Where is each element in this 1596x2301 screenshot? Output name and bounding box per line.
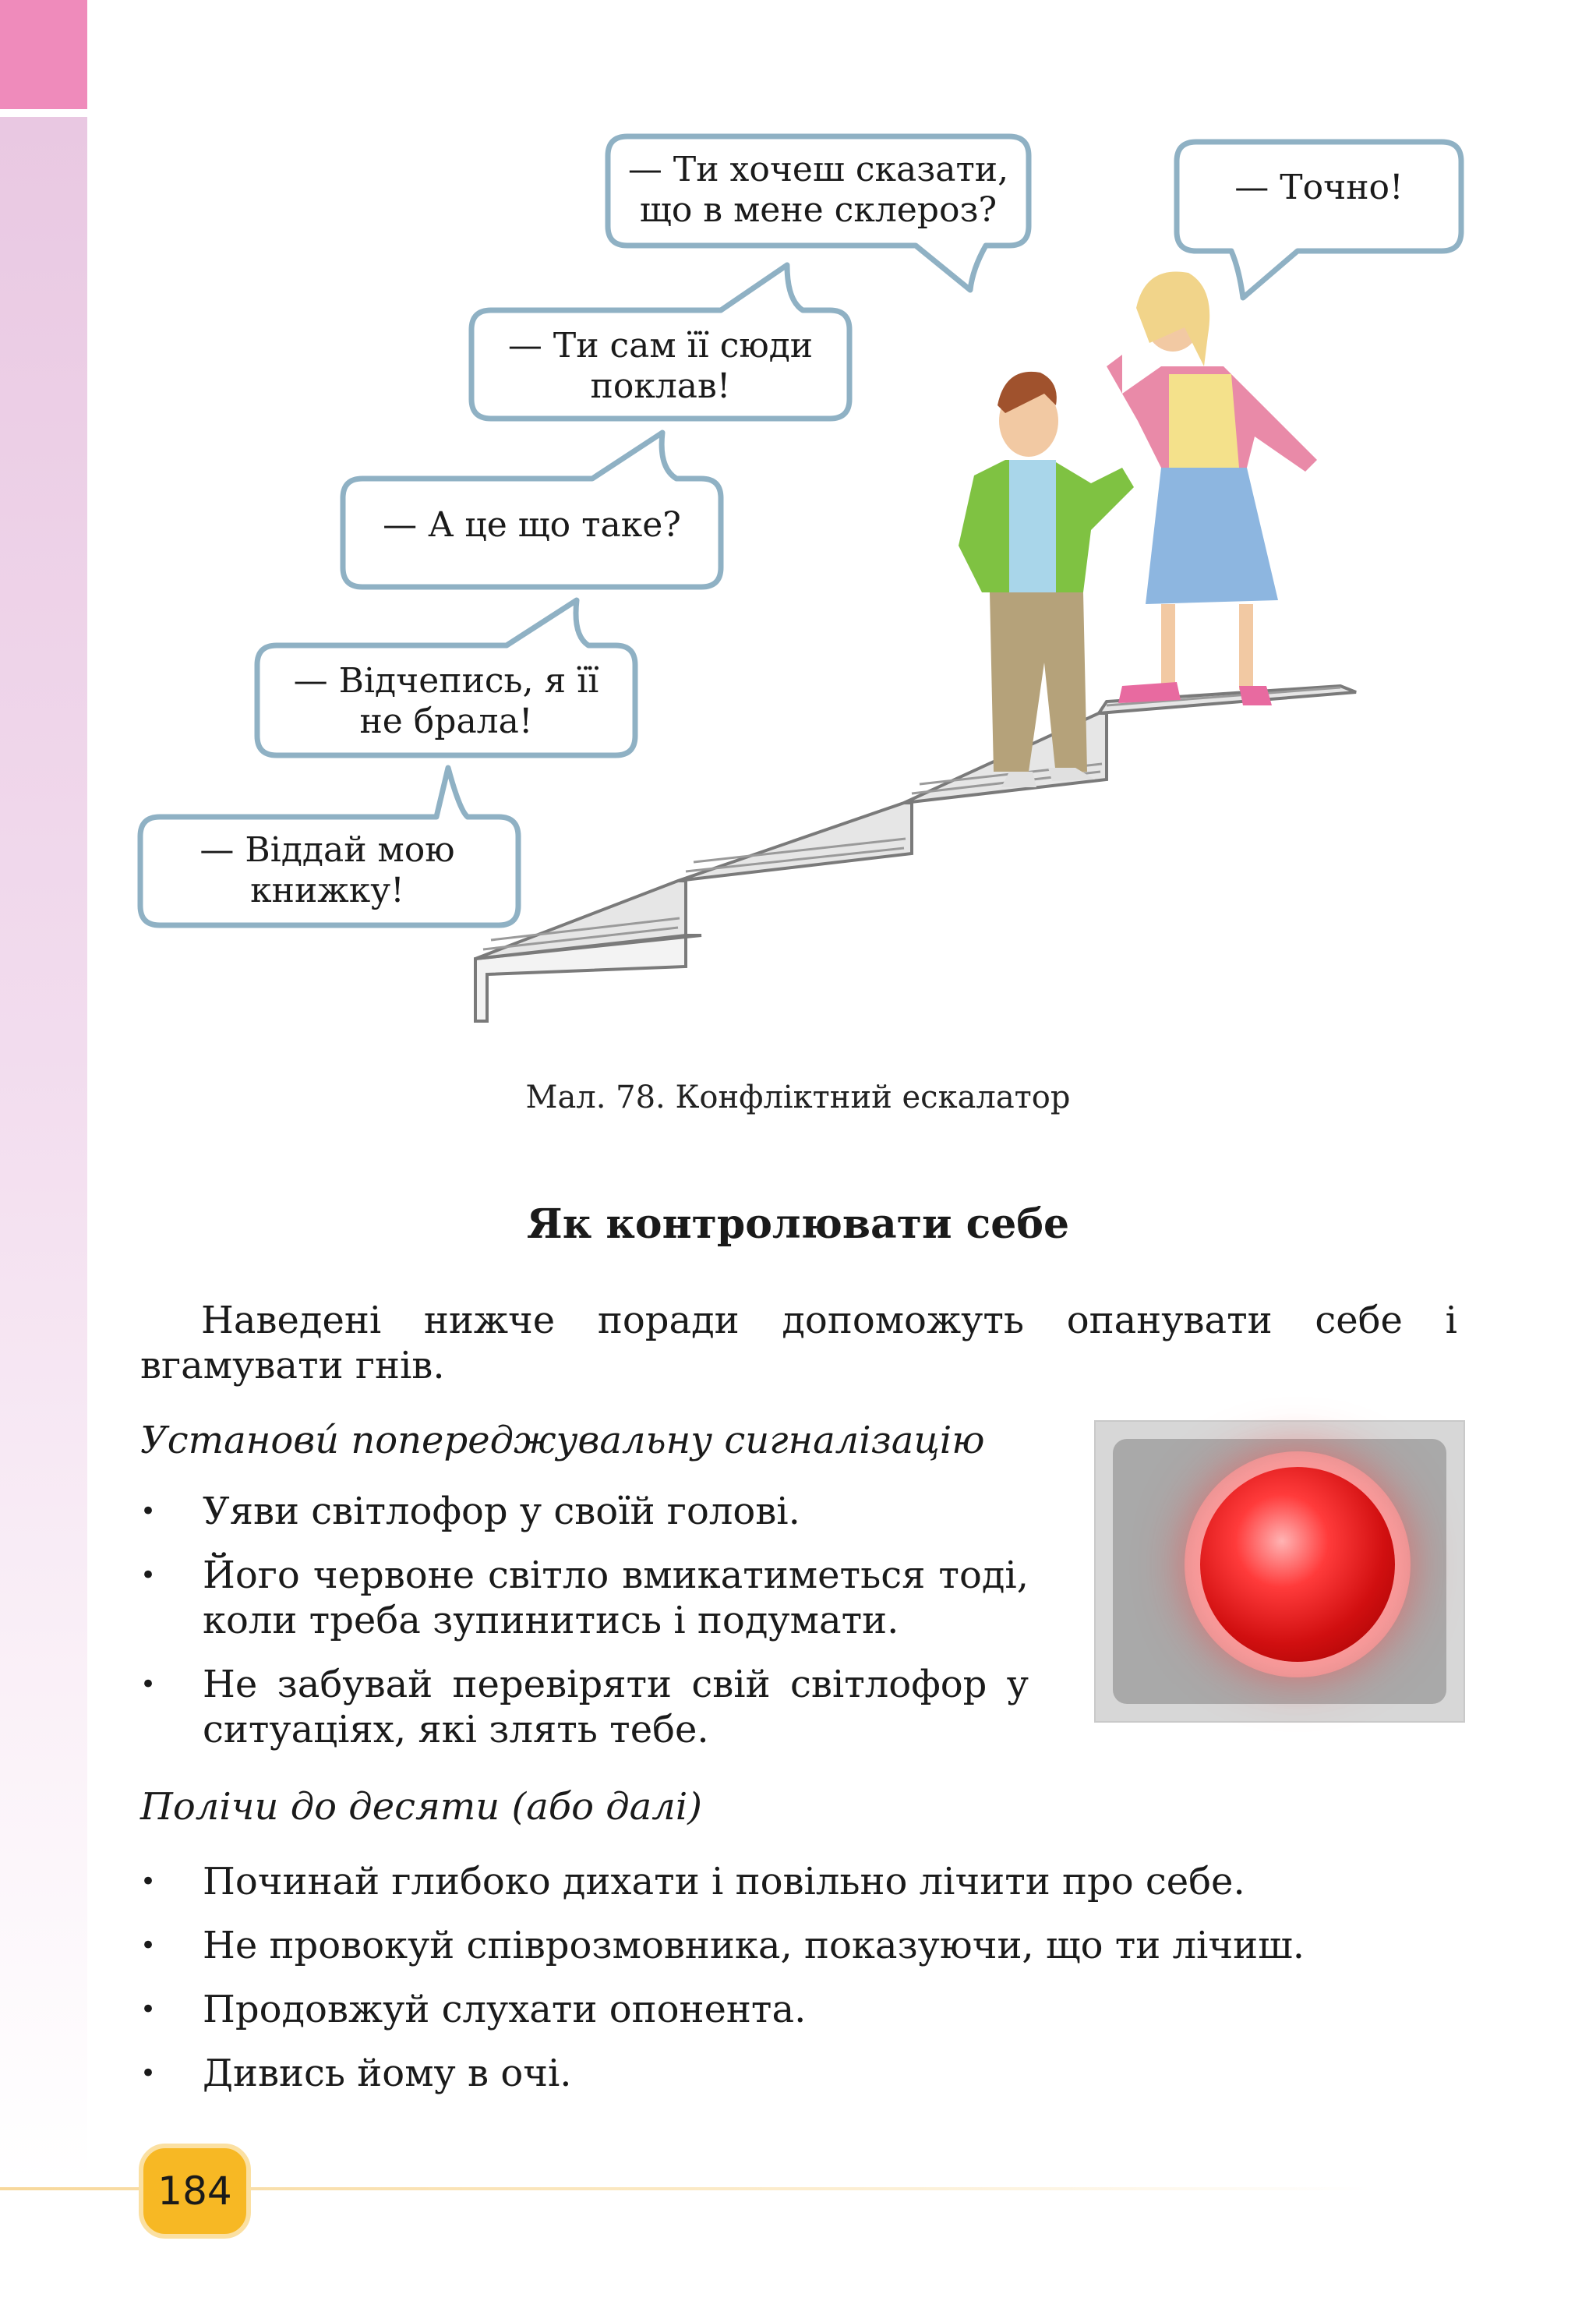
bubble-text-3: — А це що таке? <box>383 505 681 545</box>
figure-caption: Мал. 78. Конфліктний ескалатор <box>525 1080 1071 1115</box>
list-item: • Починай глибоко дихати і повільно лічити про себе. <box>140 1860 1245 1903</box>
red-light-image <box>1094 1420 1465 1723</box>
count-to-ten-list <box>140 1859 1457 2115</box>
list-item: • Не забувай перевіряти свій світлофор у ситуаціях, які злять тебе. <box>140 1663 1029 1751</box>
section-heading: Як контролювати себе <box>526 1200 1070 1248</box>
bubble-text-2: — Відчепись, я її не брала! <box>293 661 599 741</box>
bullet-icon: • <box>140 1994 157 2025</box>
light-panel <box>1113 1439 1446 1704</box>
warning-signal-list <box>140 1489 1029 1771</box>
page-number: 184 <box>139 2144 251 2239</box>
list-item: • Не провокуй співрозмовника, показуючи, що ти лічиш. <box>140 1924 1305 1967</box>
bullet-icon: • <box>140 1669 157 1700</box>
bullet-icon: • <box>140 1560 157 1591</box>
bubble-text-6: — Точно! <box>1234 168 1404 207</box>
bullet-icon: • <box>140 1930 157 1961</box>
bubble-text-4: — Ти сам її сюди поклав! <box>507 326 814 406</box>
list-item: • Його червоне світло вмикатиметься тоді, коли треба зупинитись і подумати. <box>140 1553 1029 1642</box>
list-item: • Дивись йому в очі. <box>140 2052 572 2095</box>
girl-figure <box>1107 271 1317 705</box>
bubble-text-1: — Віддай мою книжку! <box>200 830 455 910</box>
bullet-icon: • <box>140 2058 157 2089</box>
subheading-count-to-ten: Полічи до десяти (або далі) <box>140 1785 702 1829</box>
list-item: • Продовжуй слухати опонента. <box>140 1988 807 2031</box>
intro-paragraph: Наведені нижче поради допоможуть опанувати себе і вгамувати гнів. <box>140 1299 1457 1387</box>
bullet-icon: • <box>140 1496 157 1527</box>
red-lamp-icon <box>1200 1467 1395 1662</box>
list-item: • Уяви світлофор у своїй голові. <box>140 1490 800 1533</box>
bullet-icon: • <box>140 1866 157 1897</box>
speech-bubble-6 <box>1177 142 1461 298</box>
subheading-warning-signal: Установи́ попереджувальну сигналізацію <box>140 1419 985 1462</box>
bubble-text-5: — Ти хочеш сказати, що в мене склероз? <box>627 150 1009 230</box>
